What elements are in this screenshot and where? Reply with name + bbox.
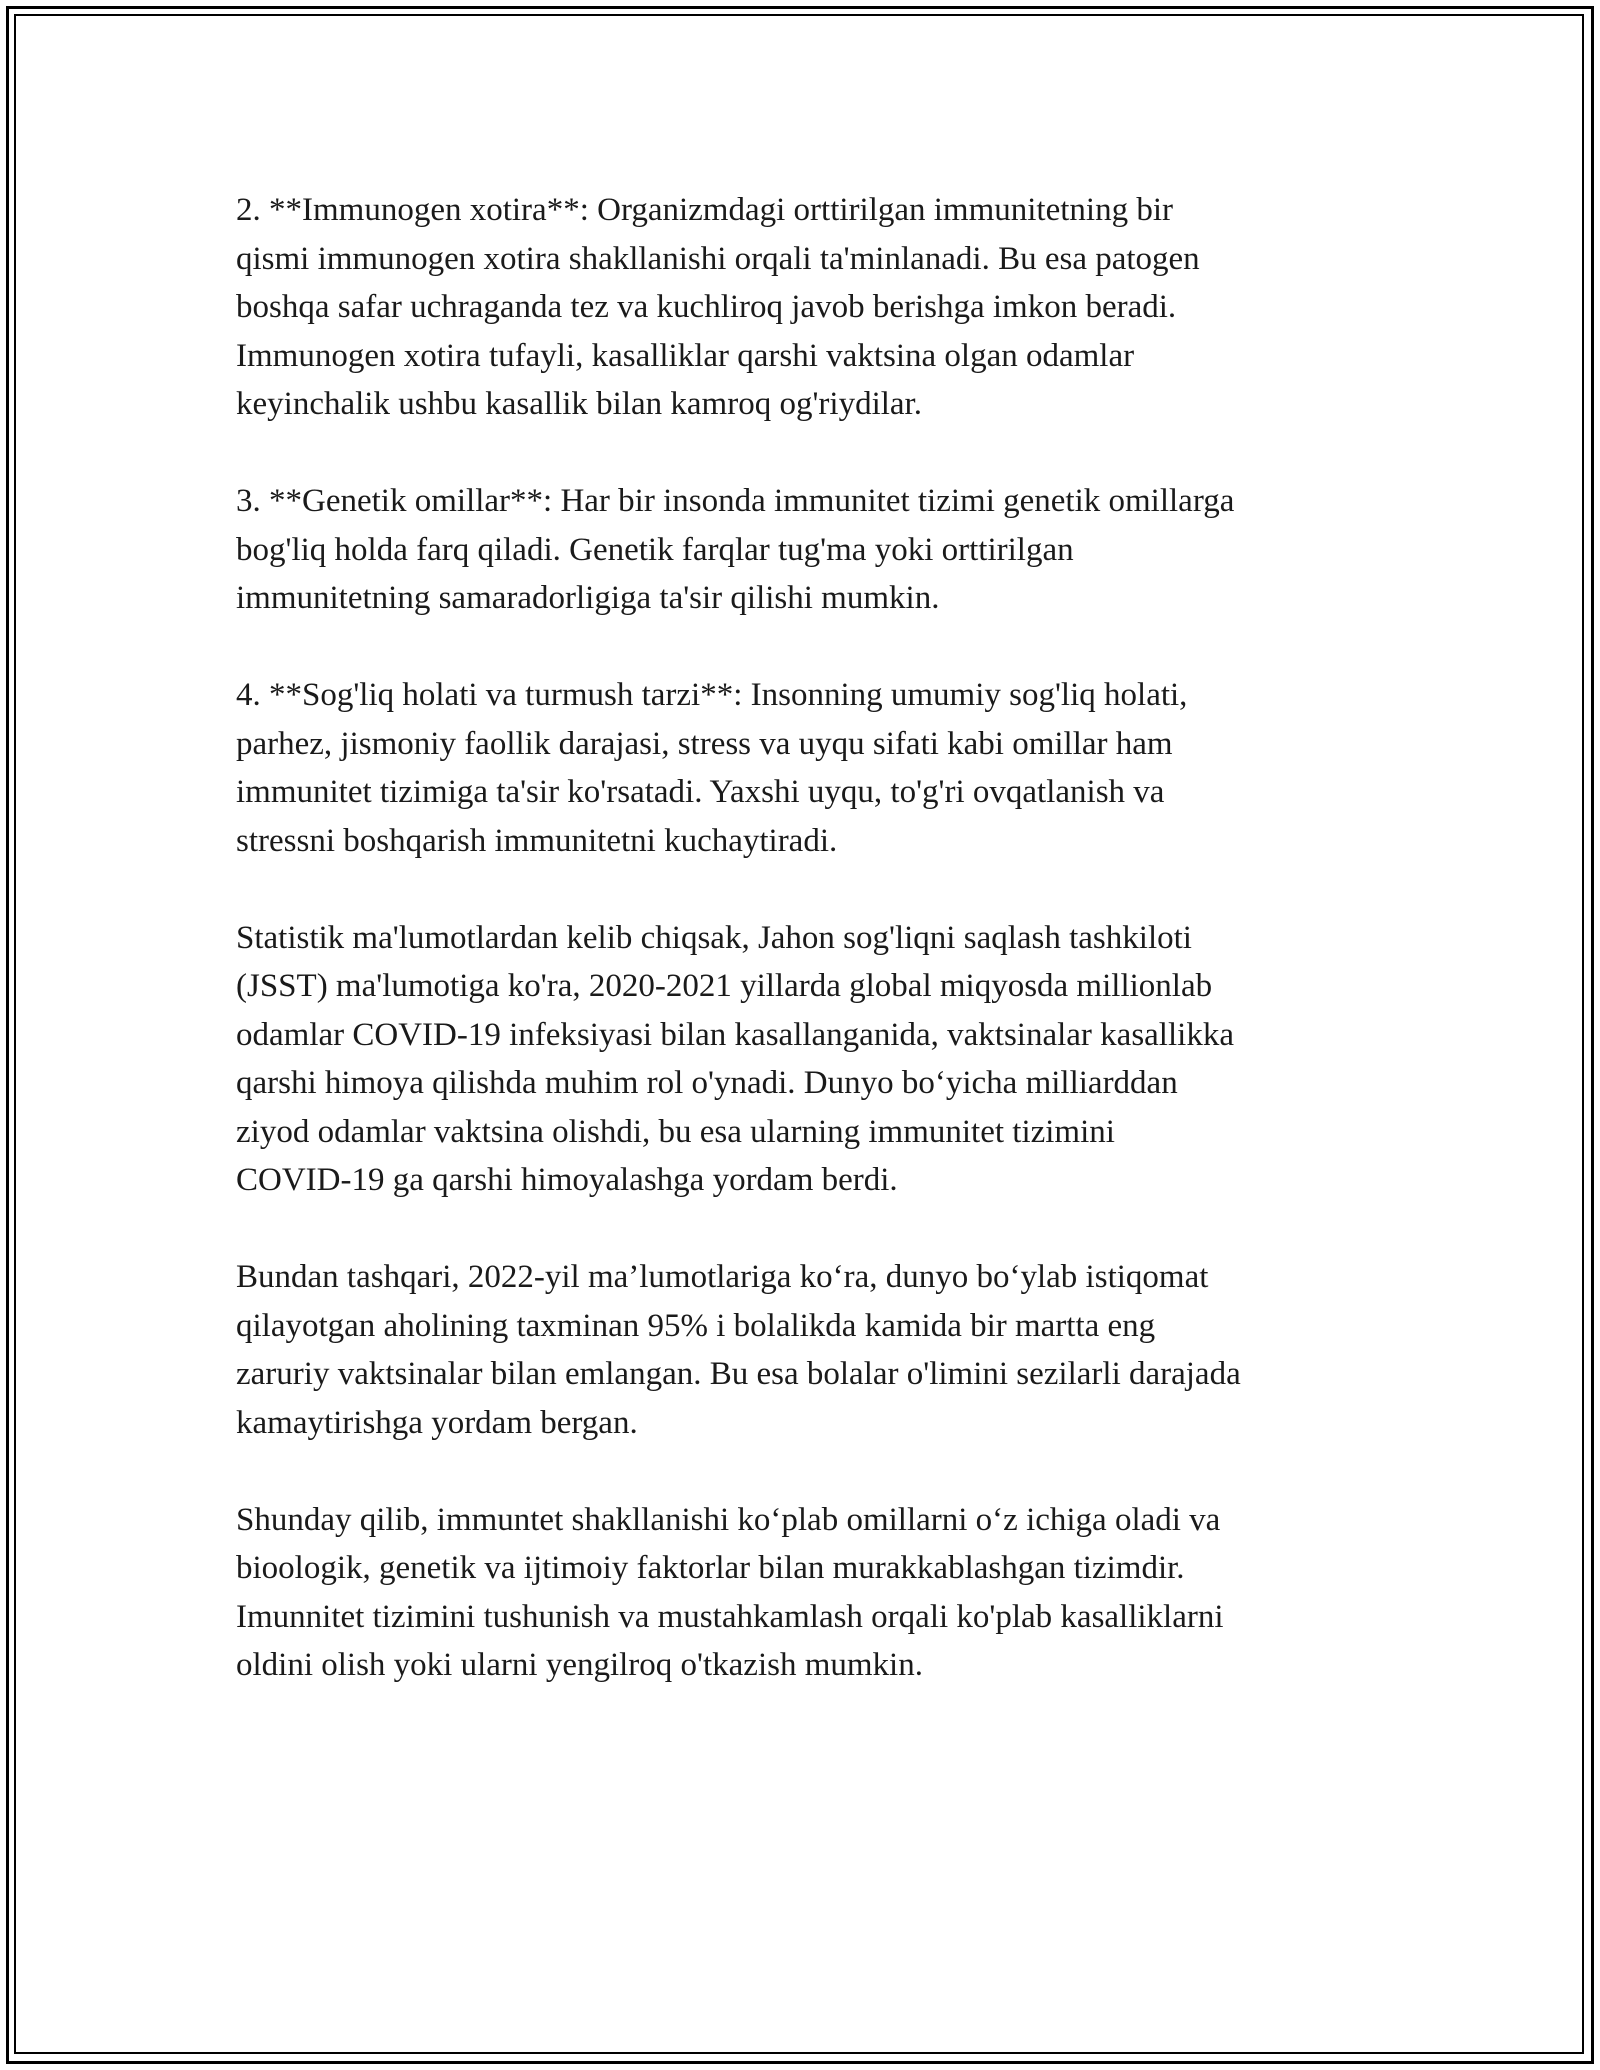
- text-line: Imunnitet tizimini tushunish va mustahkamlash orqali ko'plab kasalliklarni: [236, 1598, 1224, 1635]
- text-line: Immunogen xotira tufayli, kasalliklar qarshi vaktsina olgan odamlar: [236, 337, 1135, 374]
- text-line: Shunday qilib, immuntet shakllanishi ko‘plab omillarni o‘z ichiga oladi va: [236, 1501, 1221, 1538]
- text-line: odamlar COVID-19 infeksiyasi bilan kasallanganida, vaktsinalar kasallikka: [236, 1016, 1234, 1053]
- text-line: ziyod odamlar vaktsina olishdi, bu esa ularning immunitet tizimini: [236, 1113, 1115, 1150]
- paragraph-vaccination-2022: [236, 1253, 1376, 1447]
- text-line: Bundan tashqari, 2022-yil ma’lumotlariga ko‘ra, dunyo bo‘ylab istiqomat: [236, 1259, 1209, 1295]
- paragraph-genetic-factors: [236, 477, 1376, 623]
- paragraph-conclusion: [236, 1496, 1376, 1690]
- text-line: immunitet tizimiga ta'sir ko'rsatadi. Yaxshi uyqu, to'g'ri ovqatlanish va: [236, 774, 1165, 810]
- text-line: boshqa safar uchraganda tez va kuchliroq javob berishga imkon beradi.: [236, 289, 1177, 325]
- text-line: parhez, jismoniy faollik darajasi, stress va uyqu sifati kabi omillar ham: [236, 725, 1173, 762]
- text-line: 2. **Immunogen xotira**: Organizmdagi orttirilgan immunitetning bir: [236, 192, 1173, 228]
- text-line: qarshi himoya qilishda muhim rol o'ynadi. Dunyo bo‘yicha milliarddan: [236, 1065, 1178, 1101]
- text-line: stressni boshqarish immunitetni kuchaytiradi.: [236, 822, 838, 859]
- text-line: COVID-19 ga qarshi himoyalashga yordam berdi.: [236, 1162, 898, 1198]
- text-line: 3. **Genetik omillar**: Har bir insonda immunitet tizimi genetik omillarga: [236, 483, 1235, 519]
- text-line: keyinchalik ushbu kasallik bilan kamroq og'riydilar.: [236, 386, 922, 422]
- text-line: bioologik, genetik va ijtimoiy faktorlar bilan murakkablashgan tizimdir.: [236, 1550, 1185, 1586]
- text-line: bog'liq holda farq qiladi. Genetik farqlar tug'ma yoki orttirilgan: [236, 531, 1074, 568]
- paragraph-immunogen-memory: [236, 186, 1376, 429]
- text-line: zaruriy vaktsinalar bilan emlangan. Bu esa bolalar o'limini sezilarli darajada: [236, 1356, 1241, 1392]
- text-line: (JSST) ma'lumotiga ko'ra, 2020-2021 yillarda global miqyosda millionlab: [236, 968, 1213, 1004]
- text-line: oldini olish yoki ularni yengilroq o'tkazish mumkin.: [236, 1647, 923, 1683]
- paragraph-health-lifestyle: [236, 671, 1376, 865]
- text-line: Statistik ma'lumotlardan kelib chiqsak, Jahon sog'liqni saqlash tashkiloti: [236, 919, 1192, 956]
- text-line: qilayotgan aholining taxminan 95% i bolalikda kamida bir martta eng: [236, 1307, 1156, 1344]
- text-line: qismi immunogen xotira shakllanishi orqali ta'minlanadi. Bu esa patogen: [236, 240, 1200, 277]
- text-line: immunitetning samaradorligiga ta'sir qilishi mumkin.: [236, 580, 940, 616]
- document-body: [236, 186, 1376, 1738]
- text-line: 4. **Sog'liq holati va turmush tarzi**: Insonning umumiy sog'liq holati,: [236, 677, 1188, 713]
- paragraph-statistics-covid: [236, 914, 1376, 1205]
- text-line: kamaytirishga yordam bergan.: [236, 1404, 638, 1441]
